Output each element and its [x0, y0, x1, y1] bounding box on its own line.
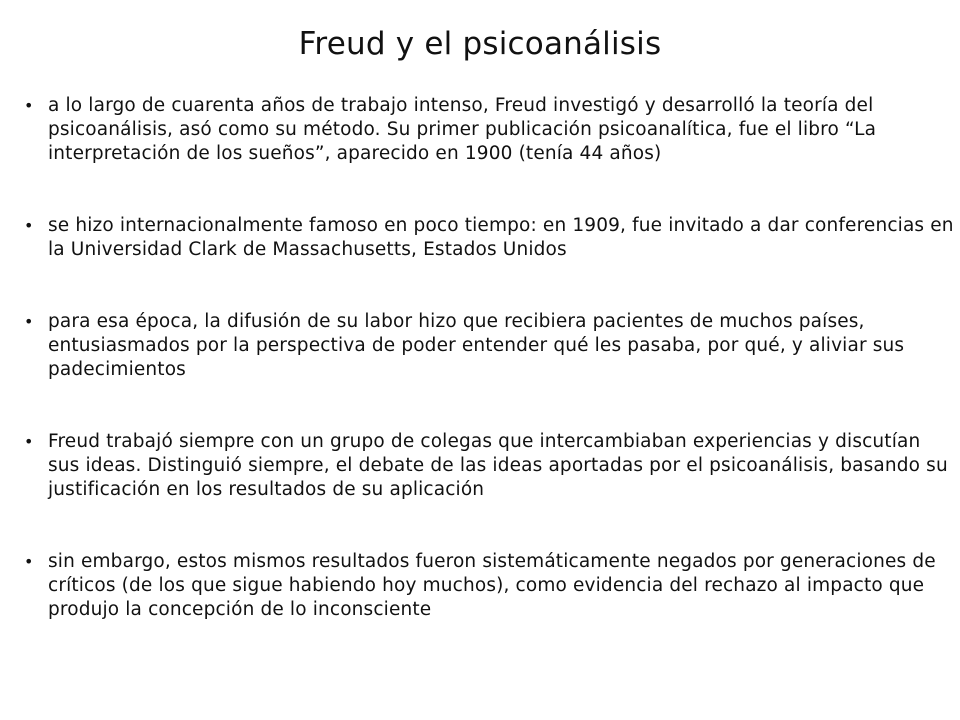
bullet-text: Freud trabajó siempre con un grupo de colegas que intercambiaban experiencias y discutían sus ideas. Distinguió siempre, el debate de las ideas aportadas por el psicoanálisis, basando su justificación en los resultados de su aplicación [48, 431, 948, 500]
bullet-item [22, 214, 954, 262]
bullet-marker: • [24, 96, 34, 115]
bullet-text: para esa época, la difusión de su labor hizo que recibiera pacientes de muchos países, entusiasmados por la perspectiva de poder entender qué les pasaba, por qué, y aliviar sus padecimientos [48, 311, 905, 380]
slide-title: Freud y el psicoanálisis [298, 26, 662, 62]
bullet-item [22, 550, 954, 622]
bullet-marker: • [24, 432, 34, 451]
bullet-text: sin embargo, estos mismos resultados fueron sistemáticamente negados por generaciones de críticos (de los que sigue habiendo hoy muchos), como evidencia del rechazo al impacto que produjo la concepción de lo inconsciente [48, 551, 936, 620]
bullet-marker: • [24, 216, 34, 235]
bullet-text: se hizo internacionalmente famoso en poco tiempo: en 1909, fue invitado a dar conferencias en la Universidad Clark de Massachusetts, Estados Unidos [48, 215, 954, 260]
bullet-item [22, 430, 954, 502]
bullet-text: a lo largo de cuarenta años de trabajo intenso, Freud investigó y desarrolló la teoría del psicoanálisis, asó como su método. Su primer publicación psicoanalítica, fue el libro “La interpretación de los sueños”, aparecido en 1900 (tenía 44 años) [48, 95, 877, 164]
bullet-item [22, 94, 954, 166]
bullet-marker: • [24, 312, 34, 331]
bullet-list [22, 94, 954, 622]
bullet-item [22, 310, 954, 382]
bullet-marker: • [24, 552, 34, 571]
